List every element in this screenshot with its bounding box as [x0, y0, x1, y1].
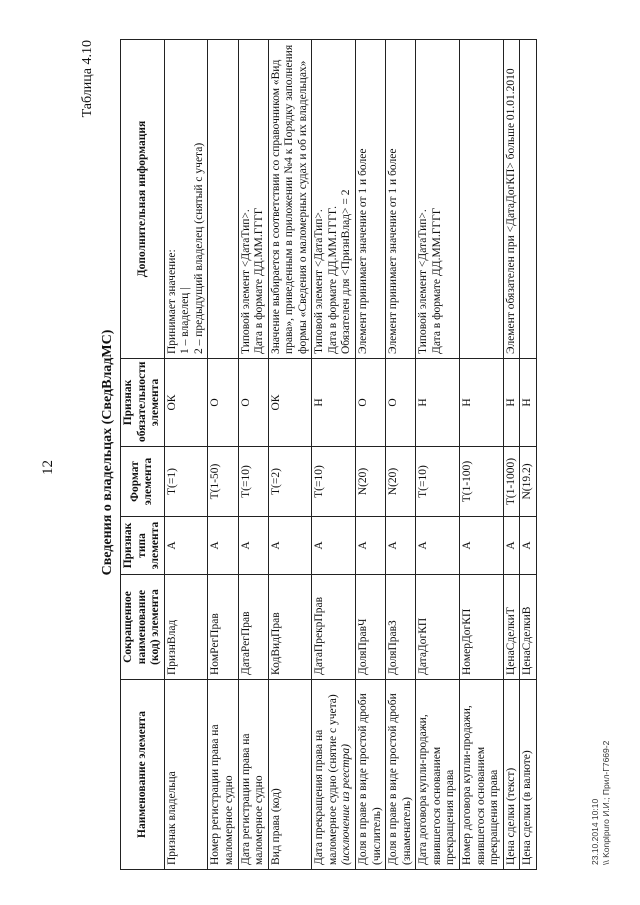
cell-code: ДатаДогКП — [416, 575, 460, 680]
cell-code: НомРегПрав — [208, 575, 238, 680]
cell-required: О — [386, 359, 416, 447]
table-number: Таблица 4.10 — [80, 40, 95, 118]
element-name: Номер договора купли-продажи, явившегося основанием прекращения права — [460, 705, 501, 865]
table-row — [386, 40, 416, 870]
cell-format: T(=10) — [416, 447, 460, 517]
cell-format: T(1-100) — [459, 447, 503, 517]
header-code: Сокращенное наименование (код) элемента — [121, 575, 165, 680]
table-row — [312, 40, 356, 870]
element-name-note: (исключение из реестра) — [340, 744, 353, 865]
cell-required: О — [238, 359, 268, 447]
table-row — [238, 40, 268, 870]
cell-info — [386, 40, 416, 359]
element-name: Доля в праве в виде простой дроби (знаменатель) — [387, 693, 413, 865]
element-name: Доля в праве в виде простой дроби (числитель) — [357, 693, 383, 865]
cell-info — [164, 40, 208, 359]
table-row — [459, 40, 503, 870]
cell-code: ДатаРегПрав — [238, 575, 268, 680]
element-name: Дата регистрации права на маломерное судно — [239, 733, 266, 865]
cell-required: ОК — [164, 359, 208, 447]
cell-format: T(=2) — [268, 447, 312, 517]
cell-format: N(20) — [386, 447, 416, 517]
cell-info — [503, 40, 520, 359]
info-line: Дата в формате ДД.ММ.ГГГГ — [253, 207, 266, 354]
cell-name — [164, 680, 208, 870]
cell-type: А — [503, 517, 520, 575]
cell-info — [268, 40, 312, 359]
cell-required: Н — [520, 359, 537, 447]
cell-type: А — [164, 517, 208, 575]
cell-code: НомерДогКП — [459, 575, 503, 680]
table-row — [164, 40, 208, 870]
cell-info — [520, 40, 537, 359]
footer-line: \\ Konplpuro И.И.; Прил-Г7669-2 — [600, 740, 611, 865]
page-number: 12 — [40, 460, 56, 475]
cell-type: А — [312, 517, 356, 575]
info-line: Принимает значение: — [165, 249, 178, 354]
cell-required: Н — [459, 359, 503, 447]
element-name: Дата прекращения права на маломерное судно (снятие с учета) — [313, 694, 339, 865]
cell-required: Н — [416, 359, 460, 447]
table-row — [268, 40, 312, 870]
element-name: Признак владельца — [165, 771, 178, 865]
info-line: Элемент принимает значение от 1 и более — [387, 148, 400, 354]
cell-type: А — [520, 517, 537, 575]
info-line: Элемент принимает значение от 1 и более — [357, 148, 369, 354]
cell-format: T(=10) — [238, 447, 268, 517]
cell-type: А — [459, 517, 503, 575]
cell-code: КодВидПрав — [268, 575, 312, 680]
info-line: Обязателен для <ПризнВлад> = 2 — [340, 189, 353, 354]
cell-name — [459, 680, 503, 870]
info-line: 1 – владелец | — [179, 287, 192, 354]
cell-required: О — [208, 359, 238, 447]
element-name: Дата договора купли-продажи, явившегося основанием прекращения права — [417, 714, 457, 865]
cell-name — [268, 680, 312, 870]
cell-info — [356, 40, 386, 359]
cell-format: N(20) — [356, 447, 386, 517]
cell-code: ДоляПравЧ — [356, 575, 386, 680]
info-line: Типовой элемент <ДатаТип>. — [417, 209, 430, 354]
cell-code: ДоляПравЗ — [386, 575, 416, 680]
header-name: Наименование элемента — [121, 680, 165, 870]
owners-table — [120, 39, 537, 870]
cell-name — [416, 680, 460, 870]
cell-format: T(1-1000) — [503, 447, 520, 517]
header-format: Формат элемента — [121, 447, 165, 517]
cell-name — [386, 680, 416, 870]
cell-type: А — [268, 517, 312, 575]
cell-name — [312, 680, 356, 870]
element-name: Вид права (код) — [269, 788, 282, 865]
cell-required: Н — [312, 359, 356, 447]
cell-code: ПризнВлад — [164, 575, 208, 680]
cell-type: А — [238, 517, 268, 575]
header-info: Дополнительная информация — [121, 40, 165, 359]
footer-line: 23.10.2014 10:10 — [590, 798, 600, 865]
cell-type: А — [356, 517, 386, 575]
info-line: Элемент обязателен при <ДатаДогКП> больше 01.01.2010 — [504, 68, 517, 354]
cell-format: N(19.2) — [520, 447, 537, 517]
info-line: Типовой элемент <ДатаТип>. — [313, 209, 326, 354]
table-row — [208, 40, 238, 870]
info-line: Значение выбирается в соответствии со справочником «Вид права», приведенным в приложении №4 к Порядку заполнения формы «Сведения о маломерных судах и об их владельцах» — [269, 44, 309, 354]
cell-name — [356, 680, 386, 870]
table-row — [356, 40, 386, 870]
cell-info — [238, 40, 268, 359]
cell-info — [208, 40, 238, 359]
cell-name — [520, 680, 537, 870]
element-name: Цена сделки (в валюте) — [521, 750, 534, 865]
table-row — [520, 40, 537, 870]
cell-type: А — [416, 517, 460, 575]
info-line: Типовой элемент <ДатаТип>. — [239, 209, 252, 354]
cell-type: А — [208, 517, 238, 575]
info-line: Дата в формате ДД.ММ.ГГГГ — [430, 207, 443, 354]
cell-name — [503, 680, 520, 870]
table-row — [503, 40, 520, 870]
element-name: Цена сделки (текст) — [504, 767, 517, 865]
footer-note — [590, 741, 611, 865]
cell-format: T(=1) — [164, 447, 208, 517]
info-line: 2 – предыдущий владелец (снятый с учета) — [192, 142, 205, 354]
cell-info — [416, 40, 460, 359]
cell-info — [459, 40, 503, 359]
header-row — [121, 40, 165, 870]
cell-format: T(1-50) — [208, 447, 238, 517]
cell-format: T(=10) — [312, 447, 356, 517]
cell-code: ЦенаСделкиВ — [520, 575, 537, 680]
cell-required: О — [356, 359, 386, 447]
header-type: Признак типа элемента — [121, 517, 165, 575]
info-line: Дата в формате ДД.ММ.ГГГГ. — [326, 206, 339, 354]
element-name: Номер регистрации права на маломерное судно — [209, 724, 235, 865]
cell-info — [312, 40, 356, 359]
cell-type: А — [386, 517, 416, 575]
cell-name — [238, 680, 268, 870]
header-required: Признак обязательности элемента — [121, 359, 165, 447]
cell-code: ДатаПрекрПрав — [312, 575, 356, 680]
cell-code: ЦенаСделкиТ — [503, 575, 520, 680]
table-row — [416, 40, 460, 870]
cell-required: ОК — [268, 359, 312, 447]
cell-name — [208, 680, 238, 870]
table-caption: Сведения о владельцах (СведВладМС) — [100, 329, 115, 576]
cell-required: Н — [503, 359, 520, 447]
